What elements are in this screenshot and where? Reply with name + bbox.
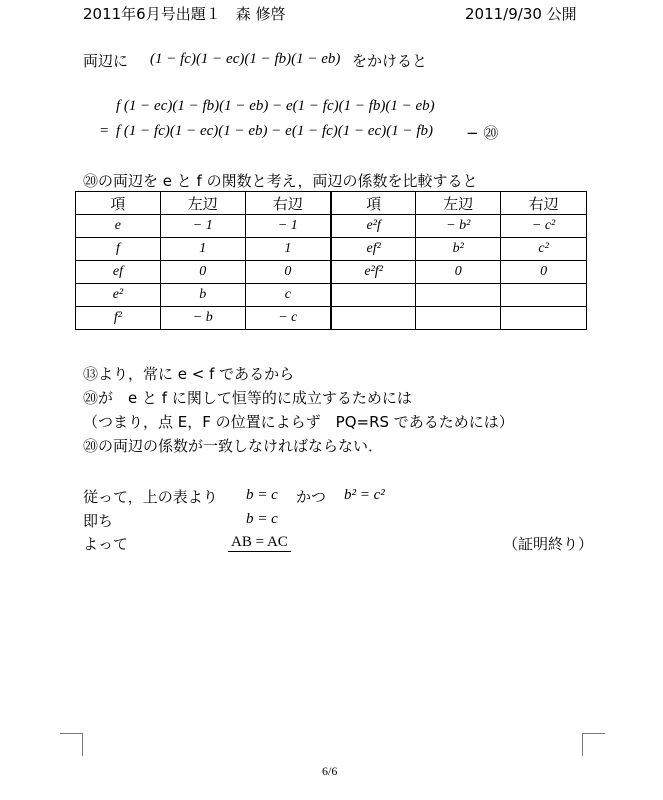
conclusion-and: かつ [296,488,327,506]
corner-mark-left [60,733,83,756]
qed-mark: （証明終り） [503,535,594,553]
table-cell: e² [76,284,161,307]
table-row [76,284,587,307]
table-cell: − 1 [160,215,245,238]
conclusion-expr-1: b = c [246,487,278,503]
reason-line-3: （つまり，点 E，F の位置によらず PQ=RS であるためには） [83,413,514,431]
intro-prefix: 両辺に [83,52,129,70]
conclusion-label-1: 従って，上の表より [83,488,218,506]
table-cell: − 1 [245,215,331,238]
table-intro: ⑳の両辺を e と f の関数と考え，両辺の係数を比較すると [83,172,478,190]
table-cell: 0 [501,261,587,284]
final-result-text: AB = AC [228,534,291,552]
table-cell: b² [416,238,501,261]
col-term-header: 項 [76,192,161,215]
table-row [76,238,587,261]
table-cell: ef [76,261,161,284]
table-cell: f² [76,307,161,330]
table-cell: − c² [501,215,587,238]
table-cell [501,284,587,307]
table-cell: ef² [331,238,416,261]
intro-suffix: をかけると [352,52,428,70]
table-cell: f [76,238,161,261]
col-right-header: 右辺 [245,192,331,215]
reason-line-2: ⑳が e と f に関して恒等的に成立するためには [83,389,412,407]
col-right-header-2: 右辺 [501,192,587,215]
table-cell [331,307,416,330]
table-cell: c² [501,238,587,261]
table-cell: e [76,215,161,238]
equation-equals: = [100,123,109,139]
col-left-header: 左辺 [160,192,245,215]
table-cell: 1 [245,238,331,261]
table-cell [416,307,501,330]
table-cell: − c [245,307,331,330]
corner-mark-right [582,733,605,756]
equation-lhs: f (1 − ec)(1 − fb)(1 − eb) − e(1 − fc)(1 − fb)(1 − eb) [116,98,435,114]
table-cell [416,284,501,307]
table-cell: − b [160,307,245,330]
header-title: 2011年6月号出題１ 森 修啓 [83,5,286,23]
final-result [228,534,291,551]
intro-expression: (1 − fc)(1 − ec)(1 − fb)(1 − eb) [150,51,341,67]
page-number: 6/6 [322,764,338,778]
table-cell: e²f [331,215,416,238]
table-cell: b [160,284,245,307]
table-cell: 0 [416,261,501,284]
header-date: 2011/9/30 公開 [465,5,577,23]
conclusion-label-2: 即ち [83,512,114,530]
reason-line-4: ⑳の両辺の係数が一致しなければならない． [83,437,384,455]
table-cell: 0 [245,261,331,284]
coefficient-table [75,191,587,330]
conclusion-expr-2: b² = c² [344,487,385,503]
reason-line-1: ⑬より，常に e < f であるから [83,365,295,383]
table-cell [501,307,587,330]
conclusion-label-3: よって [83,535,129,553]
table-row [76,307,587,330]
equation-rhs: f (1 − fc)(1 − ec)(1 − eb) − e(1 − fc)(1 − ec)(1 − fb) [116,123,433,139]
table-row [76,261,587,284]
equation-tag: − ⑳ [466,124,499,142]
table-cell: 0 [160,261,245,284]
col-term-header-2: 項 [331,192,416,215]
table-cell: e²f² [331,261,416,284]
col-left-header-2: 左辺 [416,192,501,215]
table-row [76,215,587,238]
table-cell [331,284,416,307]
table-cell: − b² [416,215,501,238]
table-header-row [76,192,587,215]
table-cell: c [245,284,331,307]
conclusion-expr-3: b = c [246,511,278,527]
table-cell: 1 [160,238,245,261]
